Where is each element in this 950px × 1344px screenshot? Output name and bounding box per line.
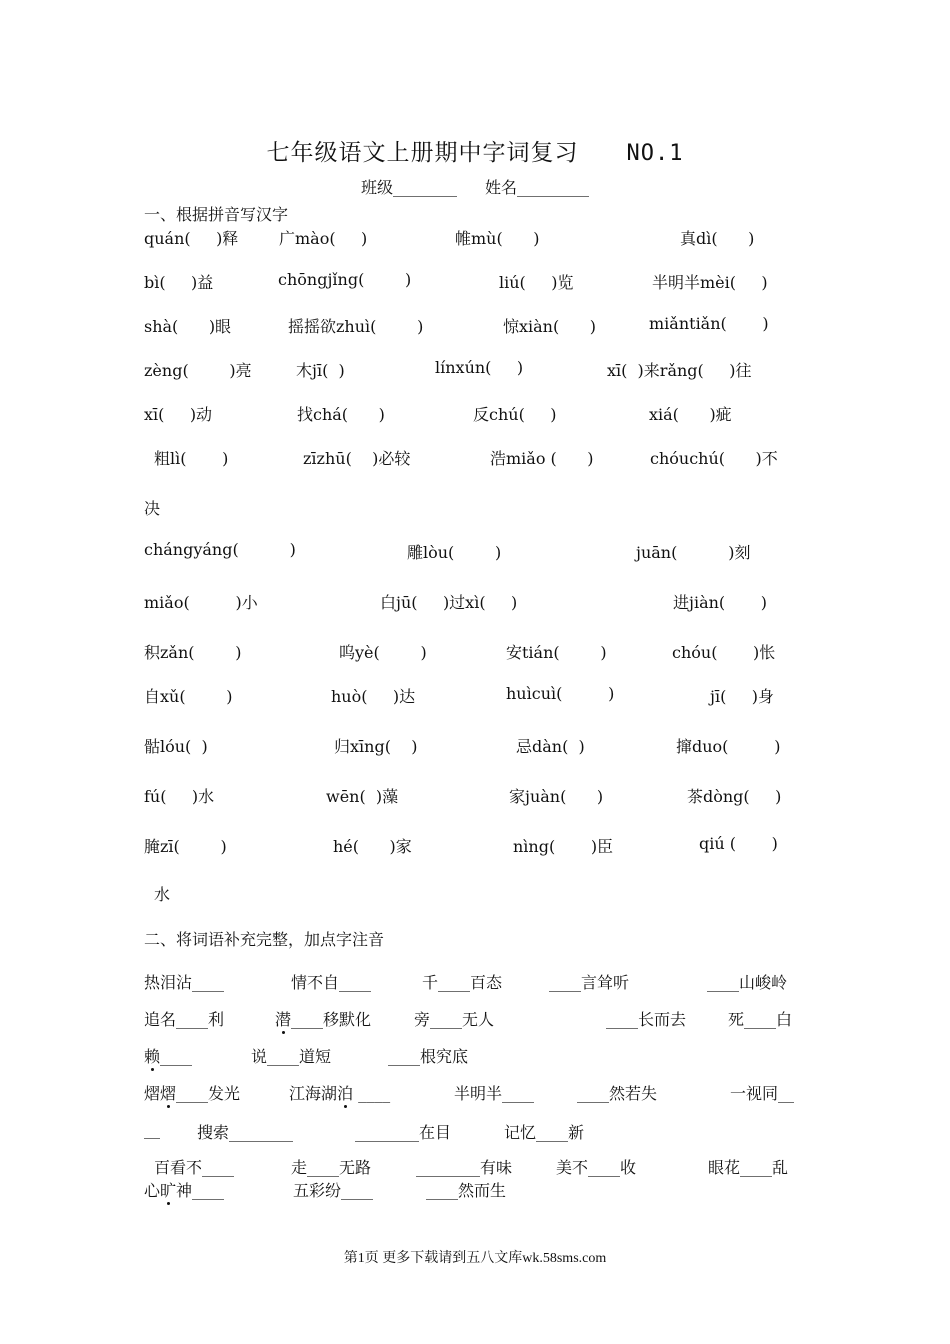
- item: 家juàn( ): [509, 787, 604, 806]
- page-title: [0, 134, 950, 167]
- item: ________在目: [355, 1123, 452, 1142]
- item: xiá( )疵: [649, 405, 732, 424]
- item: 找chá( ): [297, 405, 385, 424]
- item: 雕lòu( ): [407, 543, 502, 562]
- s1-row-1: [144, 226, 809, 252]
- item: 惊xiàn( ): [503, 317, 596, 336]
- item: ____言耸听: [549, 973, 630, 992]
- s1-row-10: [144, 640, 809, 666]
- item: 撺duo( ): [676, 737, 781, 756]
- item: jī( )身: [710, 687, 774, 706]
- item: chóuchú( )不: [650, 449, 778, 468]
- item: ____长而去: [606, 1010, 687, 1029]
- s2-row-3: [144, 1044, 809, 1070]
- item: 茶dòng( ): [687, 787, 782, 806]
- item: qiú ( ): [699, 834, 778, 853]
- item: 半明半____: [454, 1084, 535, 1103]
- item: 说____道短: [251, 1047, 332, 1066]
- item: 百看不____: [154, 1158, 235, 1177]
- s1-row-4: [144, 358, 809, 384]
- item: ________有味: [416, 1158, 513, 1177]
- item: 热泪沾____: [144, 973, 225, 992]
- title-number: NO.1: [626, 141, 684, 166]
- item: 决: [144, 499, 161, 518]
- item: 心旷神____: [144, 1181, 225, 1200]
- item: quán( )释: [144, 229, 239, 248]
- s1-row-9: [144, 590, 809, 616]
- section2-heading: 二、将词语补充完整，加点字注音: [144, 930, 385, 949]
- item: 浩miǎo ( ): [490, 449, 594, 468]
- item: hé( )家: [333, 837, 412, 856]
- class-field: 班级________: [360, 178, 457, 197]
- item: 粗lì( ): [154, 449, 229, 468]
- emphasis-dot-char: 赖: [144, 1047, 161, 1066]
- item: ____根究底: [388, 1047, 469, 1066]
- item: 半明半mèi( ): [652, 273, 768, 292]
- item: 潜____移默化: [275, 1010, 372, 1029]
- s1-row-11: [144, 684, 809, 710]
- emphasis-dot-char: 旷: [160, 1181, 177, 1200]
- item: 帷mù( ): [455, 229, 540, 248]
- item: zīzhū( )必较: [303, 449, 411, 468]
- item: 记忆____新: [504, 1123, 585, 1142]
- item: 情不自____: [291, 973, 372, 992]
- item: 水: [154, 885, 171, 904]
- s1-row-8: [144, 540, 809, 566]
- item: xī( )来rǎng( )往: [607, 361, 752, 380]
- item: 呜yè( ): [339, 643, 427, 662]
- s2-row-1: [144, 970, 809, 996]
- item: juān( )刻: [636, 543, 751, 562]
- item: 一视同__: [730, 1084, 795, 1103]
- item: chóu( )怅: [672, 643, 776, 662]
- s2-row-7: [144, 1178, 809, 1204]
- item: 美不____收: [556, 1158, 637, 1177]
- emphasis-dot-char: 熠: [160, 1084, 177, 1103]
- item: miǎo( )小: [144, 593, 258, 612]
- item: chángyáng( ): [144, 540, 296, 559]
- s1-row-2: [144, 270, 809, 296]
- s1-row-7: [144, 496, 809, 522]
- item: nìng( )臣: [513, 837, 614, 856]
- item: 江海湖泊 ____: [289, 1084, 391, 1103]
- s1-row-6: [144, 446, 809, 472]
- s2-row-4: [144, 1081, 809, 1107]
- emphasis-dot-char: 泊: [337, 1084, 354, 1103]
- item: 千____百态: [422, 973, 503, 992]
- s1-row-14: [144, 834, 809, 860]
- s2-row-2: [144, 1007, 809, 1033]
- item: ____山峻岭: [707, 973, 788, 992]
- item: 积zǎn( ): [144, 643, 242, 662]
- s2-row-5: [144, 1120, 809, 1146]
- item: 忌dàn( ): [516, 737, 585, 756]
- item: huò( )达: [331, 687, 416, 706]
- item: 归xīng( ): [334, 737, 418, 756]
- item: 腌zī( ): [144, 837, 227, 856]
- page-footer: 第1页 更多下载请到五八文库wk.58sms.com: [343, 1251, 607, 1266]
- s1-row-3: [144, 314, 809, 340]
- item: liú( )览: [499, 273, 574, 292]
- section1-heading: 一、根据拼音写汉字: [144, 205, 289, 224]
- item: __: [144, 1120, 160, 1139]
- item: 走____无路: [291, 1158, 372, 1177]
- item: miǎntiǎn( ): [649, 314, 769, 333]
- s1-row-15: [144, 882, 809, 908]
- s1-row-5: [144, 402, 809, 428]
- item: 反chú( ): [473, 405, 557, 424]
- item: fú( )水: [144, 787, 215, 806]
- item: 白jū( )过xì( ): [380, 593, 518, 612]
- item: 骷lóu( ): [144, 737, 208, 756]
- item: 搜索________: [197, 1123, 294, 1142]
- item: 旁____无人: [414, 1010, 495, 1029]
- item: 眼花____乱: [708, 1158, 789, 1177]
- s1-row-12: [144, 734, 809, 760]
- item: ____然而生: [426, 1181, 507, 1200]
- item: shà( )眼: [144, 317, 232, 336]
- item: 摇摇欲zhuì( ): [288, 317, 424, 336]
- item: 木jī( ): [296, 361, 345, 380]
- item: 广mào( ): [279, 229, 368, 248]
- item: 熠熠____发光: [144, 1084, 241, 1103]
- item: 安tián( ): [506, 643, 607, 662]
- item: bì( )益: [144, 273, 214, 292]
- item: 死____白: [728, 1010, 793, 1029]
- class-name-line: [0, 175, 950, 198]
- item: 赖____: [144, 1047, 193, 1066]
- item: 五彩纷____: [293, 1181, 374, 1200]
- name-field: 姓名_________: [485, 178, 590, 197]
- item: huìcuì( ): [506, 684, 615, 703]
- item: ____然若失: [577, 1084, 658, 1103]
- item: 追名____利: [144, 1010, 225, 1029]
- s1-row-13: [144, 784, 809, 810]
- item: 自xǔ( ): [144, 687, 233, 706]
- emphasis-dot-char: 潜: [275, 1010, 292, 1029]
- item: chōngjǐng( ): [278, 270, 412, 289]
- item: zèng( )亮: [144, 361, 252, 380]
- item: xī( )动: [144, 405, 213, 424]
- item: 进jiàn( ): [673, 593, 768, 612]
- item: wēn( )藻: [326, 787, 399, 806]
- title-text: 七年级语文上册期中字词复习: [266, 140, 579, 166]
- item: línxún( ): [435, 358, 524, 377]
- item: 真dì( ): [680, 229, 755, 248]
